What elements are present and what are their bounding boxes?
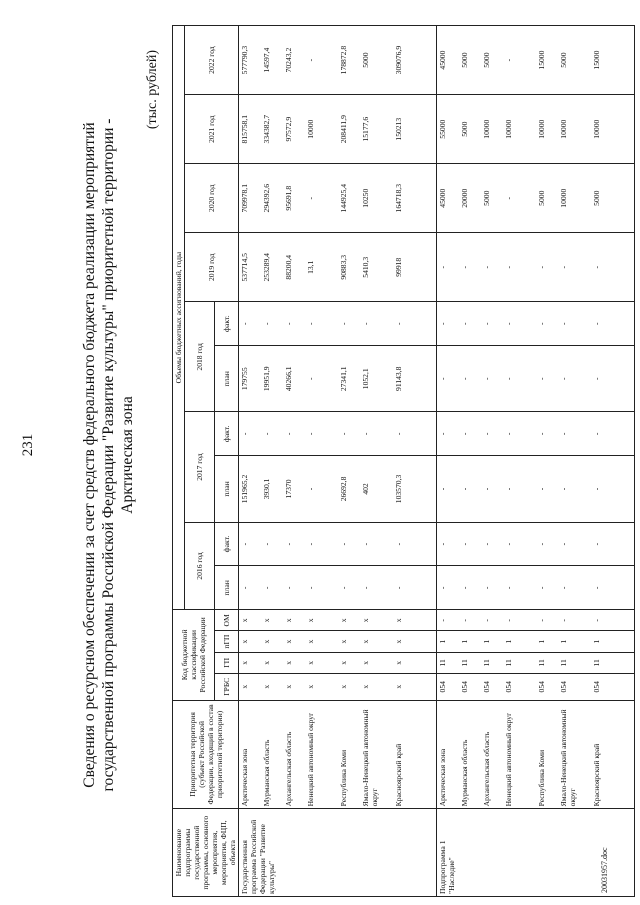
- value-cell-y2020: 10250: [360, 164, 393, 233]
- value-cell-y2019: -: [591, 233, 635, 302]
- table-row: [437, 26, 460, 897]
- value-cell-f2017: -: [393, 412, 437, 456]
- value-cell-f2018: -: [338, 302, 360, 346]
- value-cell-grbs: х: [239, 673, 262, 700]
- value-cell-p2017: -: [503, 456, 536, 522]
- value-cell-f2016: -: [283, 522, 305, 566]
- value-cell-y2019: -: [503, 233, 536, 302]
- value-cell-grbs: 054: [591, 673, 635, 700]
- value-cell-y2022: -: [305, 26, 338, 95]
- value-cell-p2018: 27341,1: [338, 346, 360, 412]
- page-number: 231: [20, 433, 36, 457]
- value-cell-gp: 11: [591, 652, 635, 673]
- value-cell-y2019: -: [437, 233, 460, 302]
- header-year-2022: 2022 год: [185, 26, 239, 95]
- value-cell-f2018: -: [305, 302, 338, 346]
- value-cell-y2020: 20000: [459, 164, 481, 233]
- value-cell-pgp: х: [338, 631, 360, 652]
- value-cell-p2018: -: [305, 346, 338, 412]
- value-cell-p2016: -: [503, 566, 536, 610]
- value-cell-p2018: 40266,1: [283, 346, 305, 412]
- value-cell-om: х: [360, 610, 393, 631]
- value-cell-y2020: 5000: [591, 164, 635, 233]
- value-cell-y2021: 208411,9: [338, 95, 360, 164]
- value-cell-gp: х: [360, 652, 393, 673]
- value-cell-y2019: 99918: [393, 233, 437, 302]
- value-cell-f2016: -: [481, 522, 503, 566]
- value-cell-f2017: -: [481, 412, 503, 456]
- value-cell-p2018: -: [536, 346, 558, 412]
- value-cell-p2016: -: [459, 566, 481, 610]
- value-cell-pgp: 1: [459, 631, 481, 652]
- program-name-cell: Государственная программа Российской Федерации "Развитие культуры": [239, 809, 437, 897]
- value-cell-y2019: 88200,4: [283, 233, 305, 302]
- value-cell-om: х: [239, 610, 262, 631]
- value-cell-y2021: 334382,7: [261, 95, 283, 164]
- value-cell-y2020: -: [305, 164, 338, 233]
- value-cell-f2016: -: [360, 522, 393, 566]
- value-cell-y2021: 10000: [558, 95, 591, 164]
- value-cell-om: х: [261, 610, 283, 631]
- value-cell-gp: х: [305, 652, 338, 673]
- value-cell-y2021: 15177,6: [360, 95, 393, 164]
- territory-cell: Республика Коми: [338, 700, 360, 809]
- value-cell-f2017: -: [459, 412, 481, 456]
- value-cell-om: х: [338, 610, 360, 631]
- value-cell-p2018: -: [437, 346, 460, 412]
- value-cell-y2019: -: [459, 233, 481, 302]
- header-gp: ГП: [215, 652, 239, 673]
- footer-doc-code: 20031957.doc: [600, 847, 609, 893]
- value-cell-grbs: 054: [459, 673, 481, 700]
- header-om: ОМ: [215, 610, 239, 631]
- territory-cell: Ямало-Ненецкий автономный округ: [360, 700, 393, 809]
- header-plan-2017: план: [215, 456, 239, 522]
- value-cell-pgp: 1: [558, 631, 591, 652]
- territory-cell: Архангельская область: [481, 700, 503, 809]
- value-cell-p2016: -: [239, 566, 262, 610]
- value-cell-f2016: -: [437, 522, 460, 566]
- value-cell-p2017: -: [536, 456, 558, 522]
- value-cell-p2016: -: [591, 566, 635, 610]
- value-cell-y2021: 10000: [536, 95, 558, 164]
- value-cell-p2017: -: [437, 456, 460, 522]
- value-cell-grbs: х: [261, 673, 283, 700]
- header-volumes: Объемы бюджетных ассигнований, годы: [173, 26, 185, 610]
- table-row: [360, 26, 393, 897]
- value-cell-om: х: [393, 610, 437, 631]
- header-year-2020: 2020 год: [185, 164, 239, 233]
- territory-cell: Красноярский край: [393, 700, 437, 809]
- value-cell-y2021: 97572,9: [283, 95, 305, 164]
- value-cell-f2017: -: [338, 412, 360, 456]
- value-cell-om: -: [437, 610, 460, 631]
- resource-table: [172, 25, 635, 897]
- program-name-cell: Подпрограмма 1 "Наследие": [437, 809, 635, 897]
- header-fact-2018: факт.: [215, 302, 239, 346]
- value-cell-y2020: 5000: [536, 164, 558, 233]
- value-cell-p2017: -: [305, 456, 338, 522]
- value-cell-f2016: -: [393, 522, 437, 566]
- value-cell-p2016: -: [360, 566, 393, 610]
- value-cell-y2021: 10000: [591, 95, 635, 164]
- value-cell-grbs: х: [393, 673, 437, 700]
- value-cell-y2020: 709978,1: [239, 164, 262, 233]
- value-cell-p2016: -: [536, 566, 558, 610]
- value-cell-f2017: -: [503, 412, 536, 456]
- value-cell-f2017: -: [305, 412, 338, 456]
- value-cell-f2017: -: [261, 412, 283, 456]
- value-cell-grbs: 054: [503, 673, 536, 700]
- value-cell-f2017: -: [360, 412, 393, 456]
- value-cell-f2017: -: [536, 412, 558, 456]
- value-cell-f2017: -: [558, 412, 591, 456]
- value-cell-p2017: 17370: [283, 456, 305, 522]
- territory-cell: Арктическая зона: [239, 700, 262, 809]
- header-fact-2016: факт.: [215, 522, 239, 566]
- value-cell-p2017: -: [591, 456, 635, 522]
- table-row: [239, 26, 262, 897]
- value-cell-gp: х: [393, 652, 437, 673]
- value-cell-p2017: -: [558, 456, 591, 522]
- value-cell-f2018: -: [459, 302, 481, 346]
- header-year-2017: 2017 год: [185, 412, 215, 522]
- value-cell-y2020: 45000: [437, 164, 460, 233]
- value-cell-om: -: [459, 610, 481, 631]
- value-cell-y2020: 95691,8: [283, 164, 305, 233]
- value-cell-p2018: -: [459, 346, 481, 412]
- table-row: [591, 26, 635, 897]
- value-cell-gp: х: [283, 652, 305, 673]
- value-cell-y2022: 14597,4: [261, 26, 283, 95]
- value-cell-p2016: -: [393, 566, 437, 610]
- value-cell-f2018: -: [591, 302, 635, 346]
- value-cell-gp: х: [261, 652, 283, 673]
- value-cell-grbs: 054: [437, 673, 460, 700]
- value-cell-om: -: [481, 610, 503, 631]
- value-cell-y2022: 15000: [536, 26, 558, 95]
- value-cell-f2018: -: [239, 302, 262, 346]
- value-cell-p2016: -: [558, 566, 591, 610]
- value-cell-y2020: -: [503, 164, 536, 233]
- value-cell-om: -: [503, 610, 536, 631]
- table-row: [338, 26, 360, 897]
- value-cell-y2022: 5000: [558, 26, 591, 95]
- table-row: [283, 26, 305, 897]
- value-cell-pgp: 1: [437, 631, 460, 652]
- value-cell-f2018: -: [283, 302, 305, 346]
- value-cell-f2016: -: [459, 522, 481, 566]
- value-cell-y2021: 5000: [459, 95, 481, 164]
- value-cell-om: -: [558, 610, 591, 631]
- document-title-line: Арктическая зона: [119, 396, 136, 514]
- header-year-2016: 2016 год: [185, 522, 215, 610]
- value-cell-om: х: [283, 610, 305, 631]
- document-title-line: государственной программы Российской Федерации "Развитие культуры" приоритетной территории -: [100, 118, 117, 792]
- value-cell-y2020: 164718,3: [393, 164, 437, 233]
- value-cell-p2018: 179755: [239, 346, 262, 412]
- value-cell-p2018: 19951,9: [261, 346, 283, 412]
- value-cell-pgp: х: [360, 631, 393, 652]
- value-cell-y2019: 13,1: [305, 233, 338, 302]
- value-cell-y2020: 10000: [558, 164, 591, 233]
- value-cell-pgp: 1: [481, 631, 503, 652]
- territory-cell: Мурманская область: [459, 700, 481, 809]
- value-cell-pgp: х: [305, 631, 338, 652]
- value-cell-y2021: 10000: [503, 95, 536, 164]
- value-cell-gp: 11: [558, 652, 591, 673]
- value-cell-y2021: 815758,1: [239, 95, 262, 164]
- value-cell-pgp: х: [283, 631, 305, 652]
- value-cell-pgp: х: [393, 631, 437, 652]
- value-cell-f2016: -: [591, 522, 635, 566]
- territory-cell: Архангельская область: [283, 700, 305, 809]
- value-cell-grbs: х: [338, 673, 360, 700]
- value-cell-y2020: 144925,4: [338, 164, 360, 233]
- value-cell-p2018: -: [591, 346, 635, 412]
- value-cell-y2019: 253289,4: [261, 233, 283, 302]
- value-cell-f2016: -: [536, 522, 558, 566]
- value-cell-p2016: -: [481, 566, 503, 610]
- territory-cell: Арктическая зона: [437, 700, 460, 809]
- value-cell-p2017: 26692,8: [338, 456, 360, 522]
- territory-cell: Республика Коми: [536, 700, 558, 809]
- territory-cell: Мурманская область: [261, 700, 283, 809]
- value-cell-p2017: 103570,3: [393, 456, 437, 522]
- value-cell-f2018: -: [393, 302, 437, 346]
- value-cell-pgp: 1: [591, 631, 635, 652]
- value-cell-f2016: -: [558, 522, 591, 566]
- territory-cell: Ненецкий автономный округ: [503, 700, 536, 809]
- value-cell-pgp: 1: [536, 631, 558, 652]
- value-cell-f2018: -: [558, 302, 591, 346]
- value-cell-f2018: -: [481, 302, 503, 346]
- table-body: [239, 26, 635, 897]
- header-year-2021: 2021 год: [185, 95, 239, 164]
- value-cell-y2022: -: [503, 26, 536, 95]
- value-cell-y2022: 70243,2: [283, 26, 305, 95]
- value-cell-y2019: -: [536, 233, 558, 302]
- header-fact-2017: факт.: [215, 412, 239, 456]
- value-cell-f2017: -: [591, 412, 635, 456]
- value-cell-f2018: -: [503, 302, 536, 346]
- header-plan-2018: план: [215, 346, 239, 412]
- value-cell-gp: 11: [437, 652, 460, 673]
- header-plan-2016: план: [215, 566, 239, 610]
- value-cell-y2022: 5000: [481, 26, 503, 95]
- units-label: (тыс. рублей): [145, 50, 160, 130]
- value-cell-y2020: 294392,6: [261, 164, 283, 233]
- value-cell-y2022: 5000: [459, 26, 481, 95]
- value-cell-p2016: -: [437, 566, 460, 610]
- value-cell-y2022: 577790,3: [239, 26, 262, 95]
- value-cell-p2016: -: [261, 566, 283, 610]
- value-cell-f2017: -: [437, 412, 460, 456]
- value-cell-y2022: 309076,9: [393, 26, 437, 95]
- value-cell-p2017: 3930,1: [261, 456, 283, 522]
- table-row: [305, 26, 338, 897]
- value-cell-p2017: 402: [360, 456, 393, 522]
- value-cell-f2018: -: [437, 302, 460, 346]
- value-cell-grbs: 054: [558, 673, 591, 700]
- value-cell-grbs: 054: [536, 673, 558, 700]
- value-cell-p2018: -: [481, 346, 503, 412]
- value-cell-y2021: 55000: [437, 95, 460, 164]
- value-cell-gp: х: [239, 652, 262, 673]
- value-cell-pgp: 1: [503, 631, 536, 652]
- value-cell-y2022: 5000: [360, 26, 393, 95]
- header-grbs: ГРБС: [215, 673, 239, 700]
- value-cell-f2016: -: [305, 522, 338, 566]
- value-cell-p2017: -: [459, 456, 481, 522]
- territory-cell: Красноярский край: [591, 700, 635, 809]
- header-program: Наименование подпрограммы государственной программы, основного мероприятия, мероприятия, ФЦП, объекта: [173, 809, 239, 897]
- value-cell-om: -: [591, 610, 635, 631]
- header-pgp: пГП: [215, 631, 239, 652]
- value-cell-p2017: 151965,2: [239, 456, 262, 522]
- value-cell-grbs: 054: [481, 673, 503, 700]
- value-cell-y2022: 45000: [437, 26, 460, 95]
- value-cell-f2018: -: [536, 302, 558, 346]
- value-cell-y2019: -: [481, 233, 503, 302]
- value-cell-p2016: -: [283, 566, 305, 610]
- value-cell-grbs: х: [360, 673, 393, 700]
- value-cell-pgp: х: [239, 631, 262, 652]
- table-row: [393, 26, 437, 897]
- table-row: [459, 26, 481, 897]
- territory-cell: Ненецкий автономный округ: [305, 700, 338, 809]
- value-cell-f2016: -: [338, 522, 360, 566]
- value-cell-y2021: 150213: [393, 95, 437, 164]
- table-row: [503, 26, 536, 897]
- value-cell-y2021: 10000: [305, 95, 338, 164]
- value-cell-gp: 11: [481, 652, 503, 673]
- table-row: [558, 26, 591, 897]
- value-cell-p2018: 1052,1: [360, 346, 393, 412]
- value-cell-p2018: -: [558, 346, 591, 412]
- value-cell-y2019: 537714,5: [239, 233, 262, 302]
- table-header: [173, 26, 239, 897]
- value-cell-y2019: 5410,3: [360, 233, 393, 302]
- value-cell-y2019: 90883,3: [338, 233, 360, 302]
- value-cell-y2021: 10000: [481, 95, 503, 164]
- value-cell-gp: 11: [536, 652, 558, 673]
- value-cell-grbs: х: [305, 673, 338, 700]
- value-cell-gp: 11: [459, 652, 481, 673]
- value-cell-f2017: -: [283, 412, 305, 456]
- value-cell-f2017: -: [239, 412, 262, 456]
- document-title-line: Сведения о ресурсном обеспечении за счет средств федерального бюджета реализации мероприятий: [81, 122, 98, 788]
- value-cell-p2017: -: [481, 456, 503, 522]
- header-year-2019: 2019 год: [185, 233, 239, 302]
- table-row: [536, 26, 558, 897]
- header-territory: Приоритетная территория (субъект Российской Федерации, входящий в состав приоритетной территории): [173, 700, 239, 809]
- table-row: [481, 26, 503, 897]
- header-year-2018: 2018 год: [185, 302, 215, 412]
- value-cell-om: -: [536, 610, 558, 631]
- value-cell-y2022: 15000: [591, 26, 635, 95]
- value-cell-p2016: -: [305, 566, 338, 610]
- table-row: [261, 26, 283, 897]
- value-cell-p2016: -: [338, 566, 360, 610]
- value-cell-y2022: 178872,8: [338, 26, 360, 95]
- value-cell-gp: х: [338, 652, 360, 673]
- value-cell-p2018: 91143,8: [393, 346, 437, 412]
- value-cell-om: х: [305, 610, 338, 631]
- value-cell-y2019: -: [558, 233, 591, 302]
- value-cell-f2018: -: [261, 302, 283, 346]
- value-cell-f2016: -: [261, 522, 283, 566]
- territory-cell: Ямало-Ненецкий автономный округ: [558, 700, 591, 809]
- value-cell-y2020: 5000: [481, 164, 503, 233]
- value-cell-gp: 11: [503, 652, 536, 673]
- value-cell-f2016: -: [503, 522, 536, 566]
- value-cell-p2018: -: [503, 346, 536, 412]
- header-budget-code: Код бюджетной классификации Российской Федерации: [173, 610, 215, 700]
- value-cell-f2018: -: [360, 302, 393, 346]
- value-cell-pgp: х: [261, 631, 283, 652]
- value-cell-f2016: -: [239, 522, 262, 566]
- value-cell-grbs: х: [283, 673, 305, 700]
